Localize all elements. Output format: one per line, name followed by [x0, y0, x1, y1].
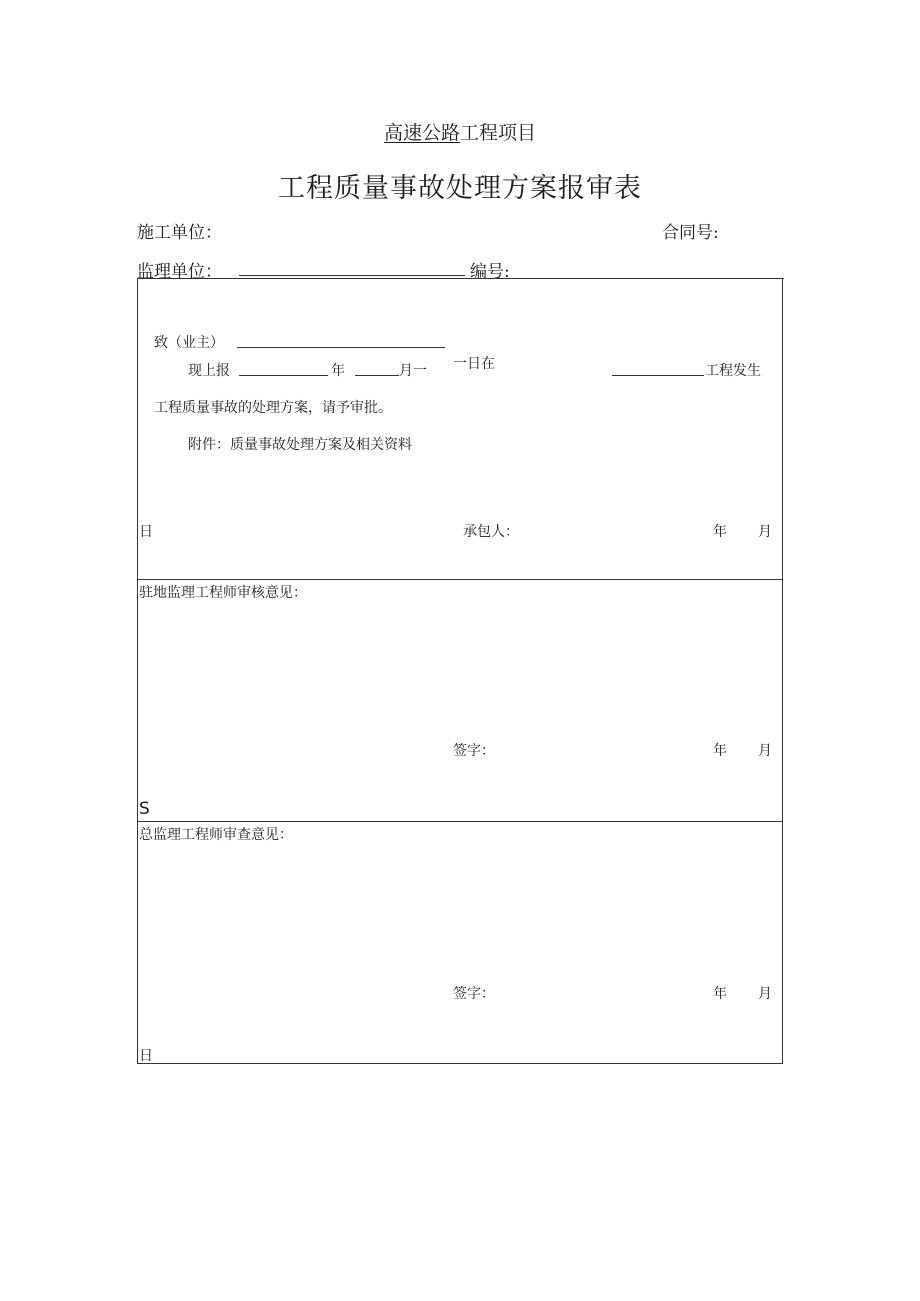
owner-field[interactable] — [237, 347, 445, 348]
chief-date-year: 年 — [713, 986, 727, 1002]
to-owner-label: 致（业主） — [154, 335, 224, 351]
project-name-underlined: 高速公路 — [383, 122, 460, 144]
chief-engineer-title: 总监理工程师审查意见： — [139, 827, 293, 843]
contract-no-label: 合同号: — [662, 223, 719, 243]
section-divider-2 — [138, 821, 782, 822]
report-month-field[interactable] — [355, 375, 399, 376]
report-date-month: 月 — [758, 524, 772, 540]
project-occurred-label: 工程发生 — [705, 363, 761, 379]
report-prefix: 现上报 — [188, 363, 230, 379]
report-day-mark: 日 — [139, 524, 153, 540]
attachment-note: 附件：质量事故处理方案及相关资料 — [188, 437, 412, 453]
resident-date-day: S — [139, 799, 150, 819]
report-line-2: 工程质量事故的处理方案，请予审批。 — [154, 400, 392, 416]
section-divider-1 — [138, 579, 782, 580]
resident-date-month: 月 — [758, 743, 772, 759]
chief-date-month: 月 — [758, 986, 772, 1002]
report-year-field[interactable] — [239, 375, 328, 376]
report-day-label: 一日在 — [453, 356, 495, 372]
project-name-field[interactable] — [612, 375, 704, 376]
report-date-year: 年 — [713, 524, 727, 540]
report-month-label: 月一 — [399, 363, 427, 379]
serial-no-label: 编号: — [470, 262, 510, 282]
chief-date-day: 日 — [139, 1048, 153, 1064]
contractor-label: 施工单位： — [137, 223, 222, 243]
supervisor-field[interactable] — [239, 275, 465, 276]
resident-engineer-title: 驻地监理工程师审核意见： — [139, 585, 307, 601]
form-title: 工程质量事故处理方案报审表 — [278, 173, 642, 204]
chief-sign-label: 签字： — [453, 986, 495, 1002]
approval-form-table — [137, 278, 783, 1064]
project-title-suffix: 工程项目 — [460, 122, 537, 144]
resident-date-year: 年 — [713, 743, 727, 759]
resident-sign-label: 签字： — [453, 743, 495, 759]
supervisor-label: 监理单位： — [137, 262, 222, 282]
report-year-label: 年 — [331, 363, 345, 379]
contractor-sign-label: 承包人： — [463, 524, 519, 540]
project-title — [0, 118, 920, 145]
